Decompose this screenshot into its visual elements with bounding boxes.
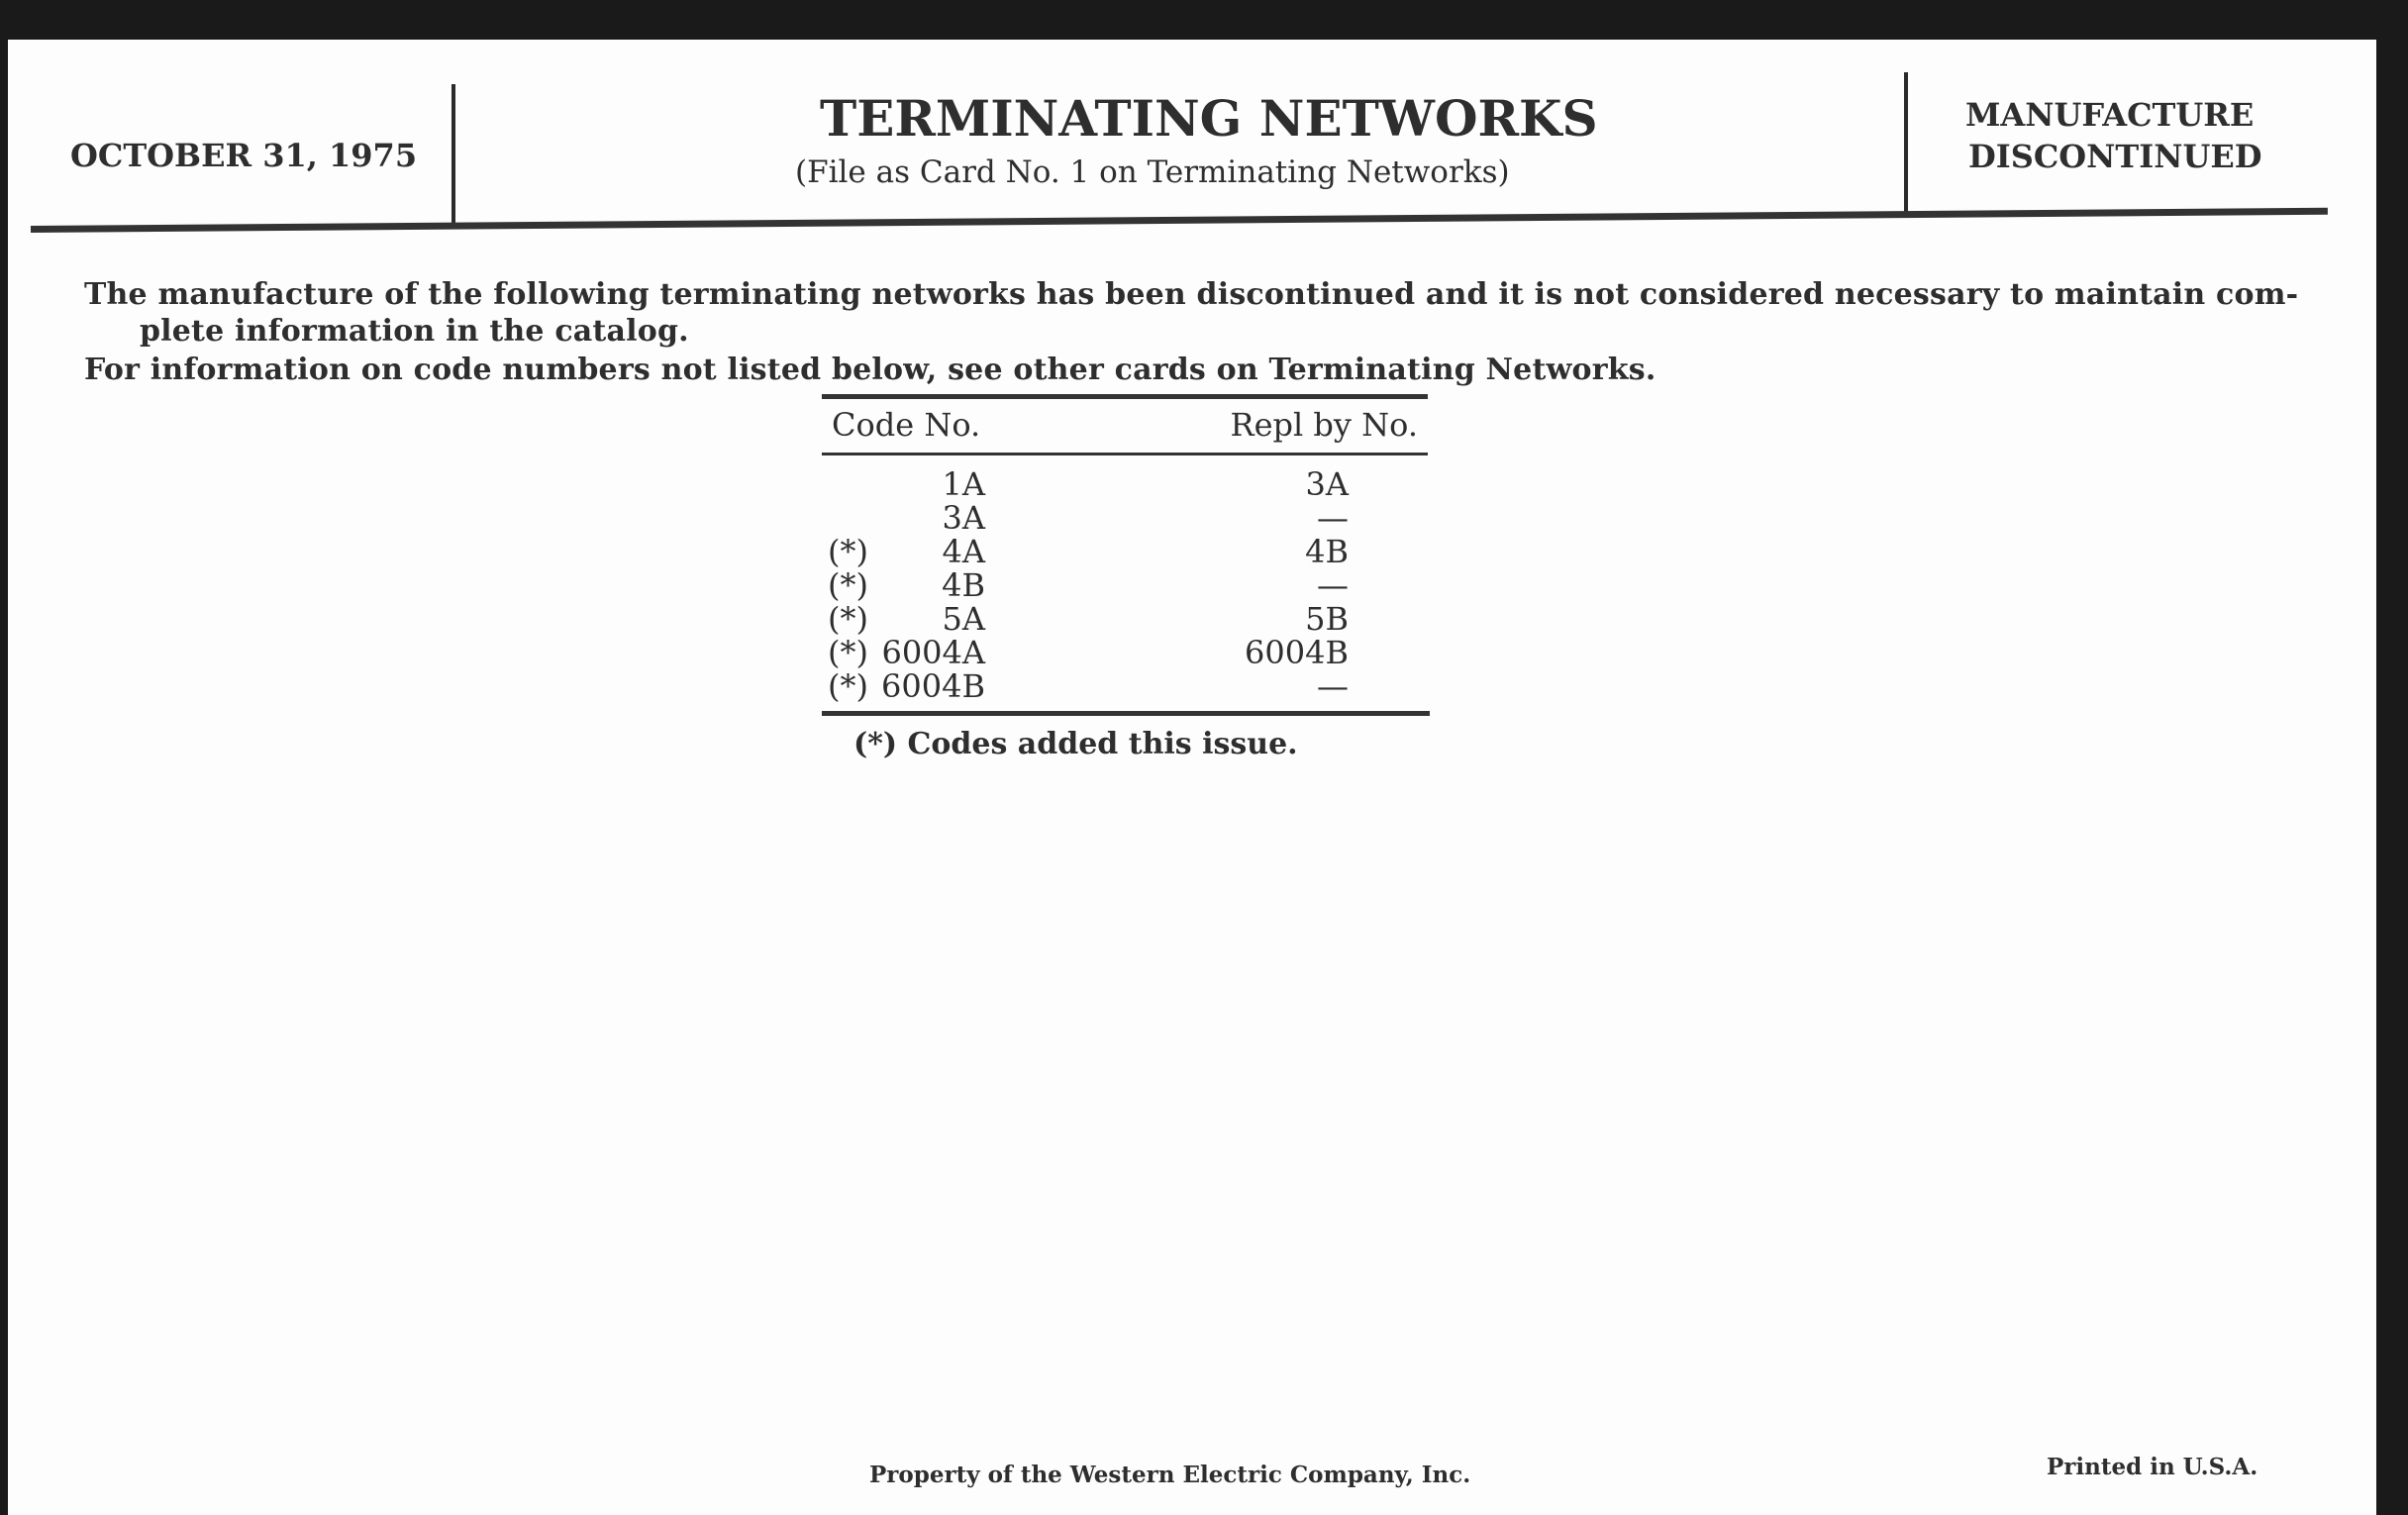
status-line-1: MANUFACTURE: [1965, 96, 2255, 134]
replacement-number: —: [1317, 566, 1349, 604]
printed-in-notice: Printed in U.S.A.: [2047, 1454, 2258, 1480]
page-title: TERMINATING NETWORKS: [820, 89, 1598, 148]
header-divider-left: [452, 84, 455, 228]
column-header-replacement: Repl by No.: [1230, 406, 1418, 444]
table-header-rule: [822, 453, 1428, 455]
code-number: 3A: [942, 499, 985, 537]
replacement-number: —: [1317, 667, 1349, 705]
paragraph-1-line-2: plete information in the catalog.: [140, 314, 689, 349]
new-code-marker: (*): [828, 533, 868, 570]
code-number: 4B: [942, 566, 985, 604]
page-subtitle: (File as Card No. 1 on Terminating Networks): [795, 154, 1510, 190]
code-number: 1A: [942, 465, 985, 503]
new-code-marker: (*): [828, 566, 868, 604]
new-code-marker: (*): [828, 634, 868, 671]
paragraph-1-line-1: The manufacture of the following terminating networks has been discontinued and it is not considered necessary to maintain com-: [84, 277, 2299, 312]
code-number: 4A: [942, 533, 985, 570]
replacement-number: 4B: [1305, 533, 1349, 570]
table-top-rule: [822, 394, 1428, 399]
replacement-number: 5B: [1305, 600, 1349, 638]
replacement-number: 6004B: [1245, 634, 1349, 671]
status-line-2: DISCONTINUED: [1968, 138, 2262, 175]
column-header-code: Code No.: [832, 406, 981, 444]
paragraph-2: For information on code numbers not listed below, see other cards on Terminating Networks.: [84, 353, 1656, 387]
code-number: 6004B: [881, 667, 985, 705]
replacement-number: —: [1317, 499, 1349, 537]
table-bottom-rule: [822, 711, 1430, 716]
table-footnote: (*) Codes added this issue.: [853, 727, 1298, 761]
property-notice: Property of the Western Electric Company, Inc.: [869, 1462, 1471, 1488]
code-number: 6004A: [881, 634, 985, 671]
replacement-number: 3A: [1305, 465, 1349, 503]
code-number: 5A: [942, 600, 985, 638]
issue-date: OCTOBER 31, 1975: [70, 137, 418, 174]
catalog-card: [8, 40, 2376, 1515]
header-divider-right: [1904, 72, 1908, 216]
new-code-marker: (*): [828, 667, 868, 705]
new-code-marker: (*): [828, 600, 868, 638]
